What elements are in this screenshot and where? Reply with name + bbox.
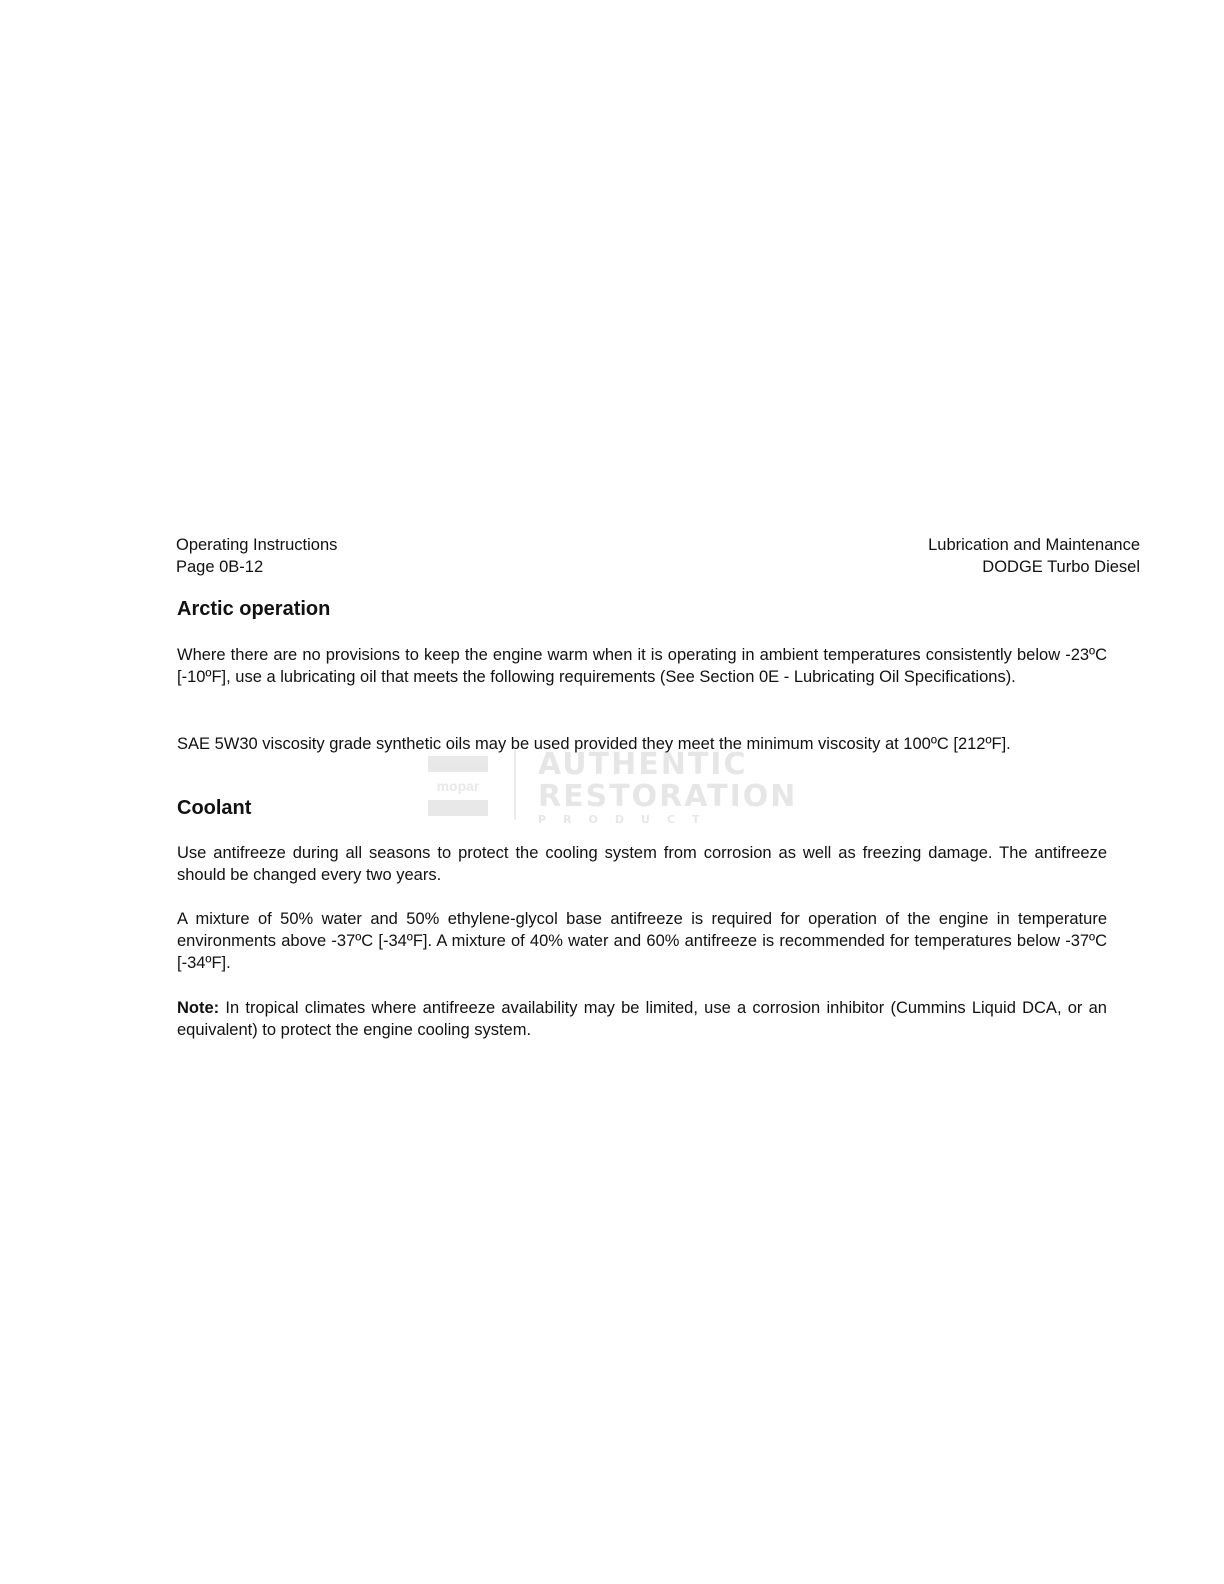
page-number: Page 0B-12 [176, 558, 264, 576]
watermark-text [538, 747, 798, 826]
coolant-paragraph-1: Use antifreeze during all seasons to protect the cooling system from corrosion as well as freezing damage. The antifreeze should be changed every two years. [177, 844, 1107, 884]
section-title: Operating Instructions [176, 536, 338, 554]
arctic-paragraph-1: Where there are no provisions to keep the engine warm when it is operating in ambient temperatures consistently below -23ºC [-10ºF], use a lubricating oil that meets the following requirements (See Section 0E - Lubricating Oil Specifications). [177, 646, 1107, 686]
vehicle-title: DODGE Turbo Diesel [982, 558, 1140, 576]
coolant-note [177, 997, 1107, 1041]
arctic-paragraph-2: SAE 5W30 viscosity grade synthetic oils may be used provided they meet the minimum viscosity at 100ºC [212ºF]. [177, 735, 1011, 753]
arctic-heading: Arctic operation [177, 598, 331, 620]
header-left [176, 534, 337, 578]
watermark-brand: mopar [436, 778, 480, 794]
note-label: Note: [177, 999, 220, 1017]
watermark-line-2: RESTORATION [538, 779, 798, 814]
coolant-paragraph-2: A mixture of 50% water and 50% ethylene-glycol base antifreeze is required for operation of the engine in temperature environments above -37ºC [-34ºF]. A mixture of 40% water and 60% antifreeze is recommended for temperatures below -37ºC [-34ºF]. [177, 910, 1107, 972]
coolant-heading: Coolant [177, 797, 252, 819]
mopar-logo-icon [428, 756, 488, 816]
watermark-logo [426, 747, 798, 826]
header-right [928, 534, 1140, 578]
watermark-line-3: PRODUCT [538, 813, 717, 826]
chapter-title: Lubrication and Maintenance [928, 536, 1140, 554]
watermark-line-1: AUTHENTIC [538, 747, 748, 782]
note-text: In tropical climates where antifreeze availability may be limited, use a corrosion inhibitor (Cummins Liquid DCA, or an equivalent) to protect the engine cooling system. [177, 999, 1107, 1039]
watermark-divider [514, 750, 516, 820]
